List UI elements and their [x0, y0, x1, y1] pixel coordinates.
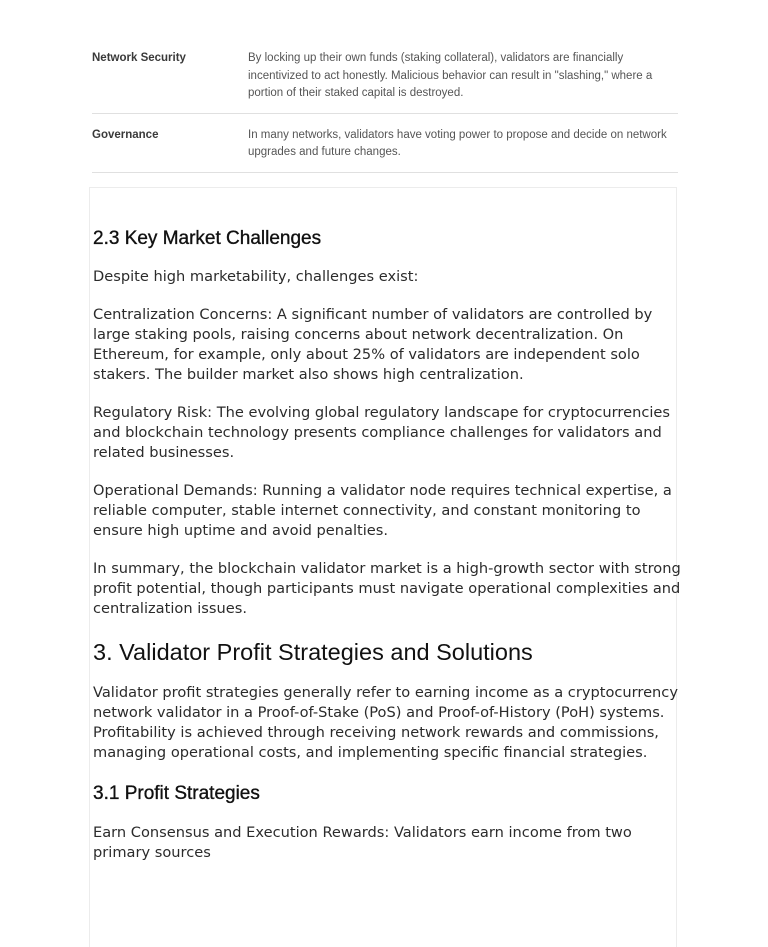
roles-table: [92, 40, 678, 173]
section-2-3-intro: Despite high marketability, challenges exist:: [93, 268, 419, 285]
paragraph-centralization: Centralization Concerns: A significant number of validators are controlled by large staking pools, raising concerns about network decentralization. On Ethereum, for example, only about 25% of validators are independent solo stakers. The builder market also shows high centralization.: [93, 306, 653, 383]
paragraph-regulatory: Regulatory Risk: The evolving global regulatory landscape for cryptocurrencies and blockchain technology presents compliance challenges for validators and related businesses.: [93, 404, 670, 461]
section-3-intro: Validator profit strategies generally refer to earning income as a cryptocurrency network validator in a Proof-of-Stake (PoS) and Proof-of-History (PoH) systems. Profitability is achieved through receiving network rewards and commissions, managing operational costs, and implementing specific financial strategies.: [93, 684, 678, 761]
section-heading-3-1: 3.1 Profit Strategies: [93, 783, 260, 804]
paragraph-rewards: Earn Consensus and Execution Rewards: Validators earn income from two primary sources: [93, 824, 632, 861]
paragraph-summary: In summary, the blockchain validator market is a high-growth sector with strong profit potential, though participants must navigate operational complexities and centralization issues.: [93, 560, 681, 617]
table-row-value: By locking up their own funds (staking collateral), validators are financially incentivized to act honestly. Malicious behavior can result in "slashing," where a portion of their staked capital is destroyed.: [248, 52, 653, 99]
document-body: [93, 226, 683, 863]
table-row-value: In many networks, validators have voting power to propose and decide on network upgrades and future changes.: [248, 128, 667, 158]
table-row-key: Governance: [92, 128, 159, 141]
paragraph-operational: Operational Demands: Running a validator node requires technical expertise, a reliable computer, stable internet connectivity, and constant monitoring to ensure high uptime and avoid penalties.: [93, 482, 672, 539]
table-row: [92, 40, 678, 114]
section-heading-3: 3. Validator Profit Strategies and Solutions: [93, 639, 533, 665]
section-heading-2-3: 2.3 Key Market Challenges: [93, 228, 322, 249]
table-row: [92, 114, 678, 173]
table-row-key: Network Security: [92, 52, 186, 64]
